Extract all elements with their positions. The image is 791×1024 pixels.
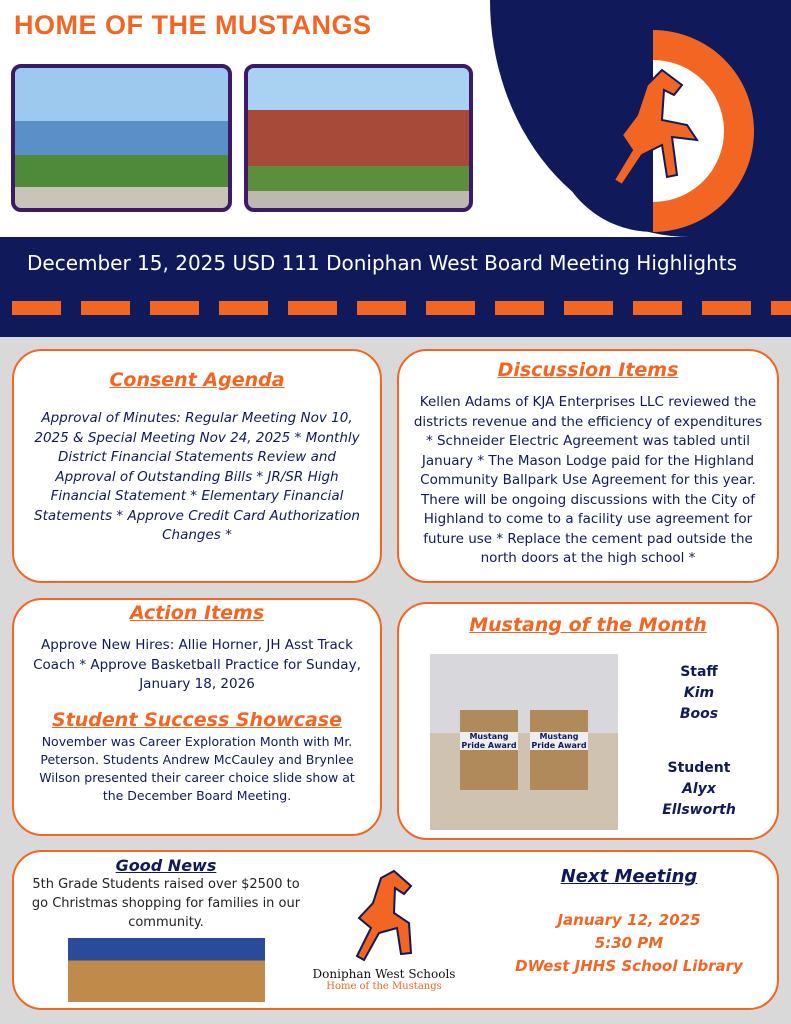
showcase-body: November was Career Exploration Month with Mr. Peterson. Students Andrew McCauley and Brynlee Wilson presented their career choice slide show at the December Board Meeting. (39, 733, 355, 803)
award-bags-photo: Mustang Pride Award Mustang Pride Award (430, 654, 618, 830)
header (0, 0, 791, 237)
bottom-card (12, 850, 779, 1010)
consent-agenda-body: Approval of Minutes: Regular Meeting Nov 10, 2025 & Special Meeting Nov 24, 2025 * Monthly District Financial Statements Review and Approval of Outstanding Bills * JR/SR High Financial Statement * Elementary Financial Statements * Approve Credit Card Authorization Changes * (34, 410, 360, 543)
dash-divider (12, 301, 791, 315)
next-meeting-time: 5:30 PM (594, 934, 664, 952)
good-news-title: Good News (115, 856, 217, 875)
action-items-card (12, 598, 382, 836)
school-logo (304, 868, 464, 992)
action-items-title: Action Items (129, 602, 265, 624)
next-meeting-location: DWest JHHS School Library (515, 957, 743, 975)
next-meeting-section (494, 866, 764, 978)
mustang-horse-icon (349, 868, 419, 963)
school-logo-name: Doniphan West Schools (312, 967, 456, 981)
school-photo-elementary (11, 64, 232, 212)
good-news-body: 5th Grade Students raised over $2500 to go Christmas shopping for families in our community. (31, 877, 301, 930)
discussion-items-card (397, 349, 779, 583)
title-banner (0, 237, 791, 337)
good-news-section (26, 856, 306, 1002)
mustang-of-month-card (397, 602, 779, 840)
action-items-body: Approve New Hires: Allie Horner, JH Asst Track Coach * Approve Basketball Practice for Sunday, January 18, 2026 (33, 637, 361, 692)
next-meeting-date: January 12, 2025 (557, 911, 701, 929)
consent-agenda-card (12, 349, 382, 583)
mustang-of-month-title: Mustang of the Month (469, 614, 707, 636)
banner-title: December 15, 2025 USD 111 Doniphan West Board Meeting Highlights (27, 251, 738, 275)
good-news-photo (68, 938, 265, 1002)
next-meeting-title: Next Meeting (560, 866, 698, 887)
student-winner: Student Alyx Ellsworth (662, 760, 736, 818)
showcase-title: Student Success Showcase (52, 708, 342, 731)
header-title: HOME OF THE MUSTANGS (14, 10, 372, 40)
discussion-items-body: Kellen Adams of KJA Enterprises LLC reviewed the districts revenue and the efficiency of expenditures * Schneider Electric Agreement was tabled until January * The Mason Lodge paid for the Highland Community Ballpark Use Agreement for this year. There will be ongoing discussions with the City of Highland to come to a facility use agreement for future use * Replace the cement pad outside the north doors at the high school * (413, 394, 763, 566)
consent-agenda-title: Consent Agenda (109, 369, 285, 391)
staff-winner: Staff Kim Boos (679, 664, 719, 722)
discussion-items-title: Discussion Items (497, 359, 679, 381)
school-logo-tagline: Home of the Mustangs (326, 981, 442, 992)
mustang-horse-icon (602, 65, 702, 195)
mustangs-logo (552, 30, 754, 232)
school-photo-high-school (244, 64, 473, 212)
